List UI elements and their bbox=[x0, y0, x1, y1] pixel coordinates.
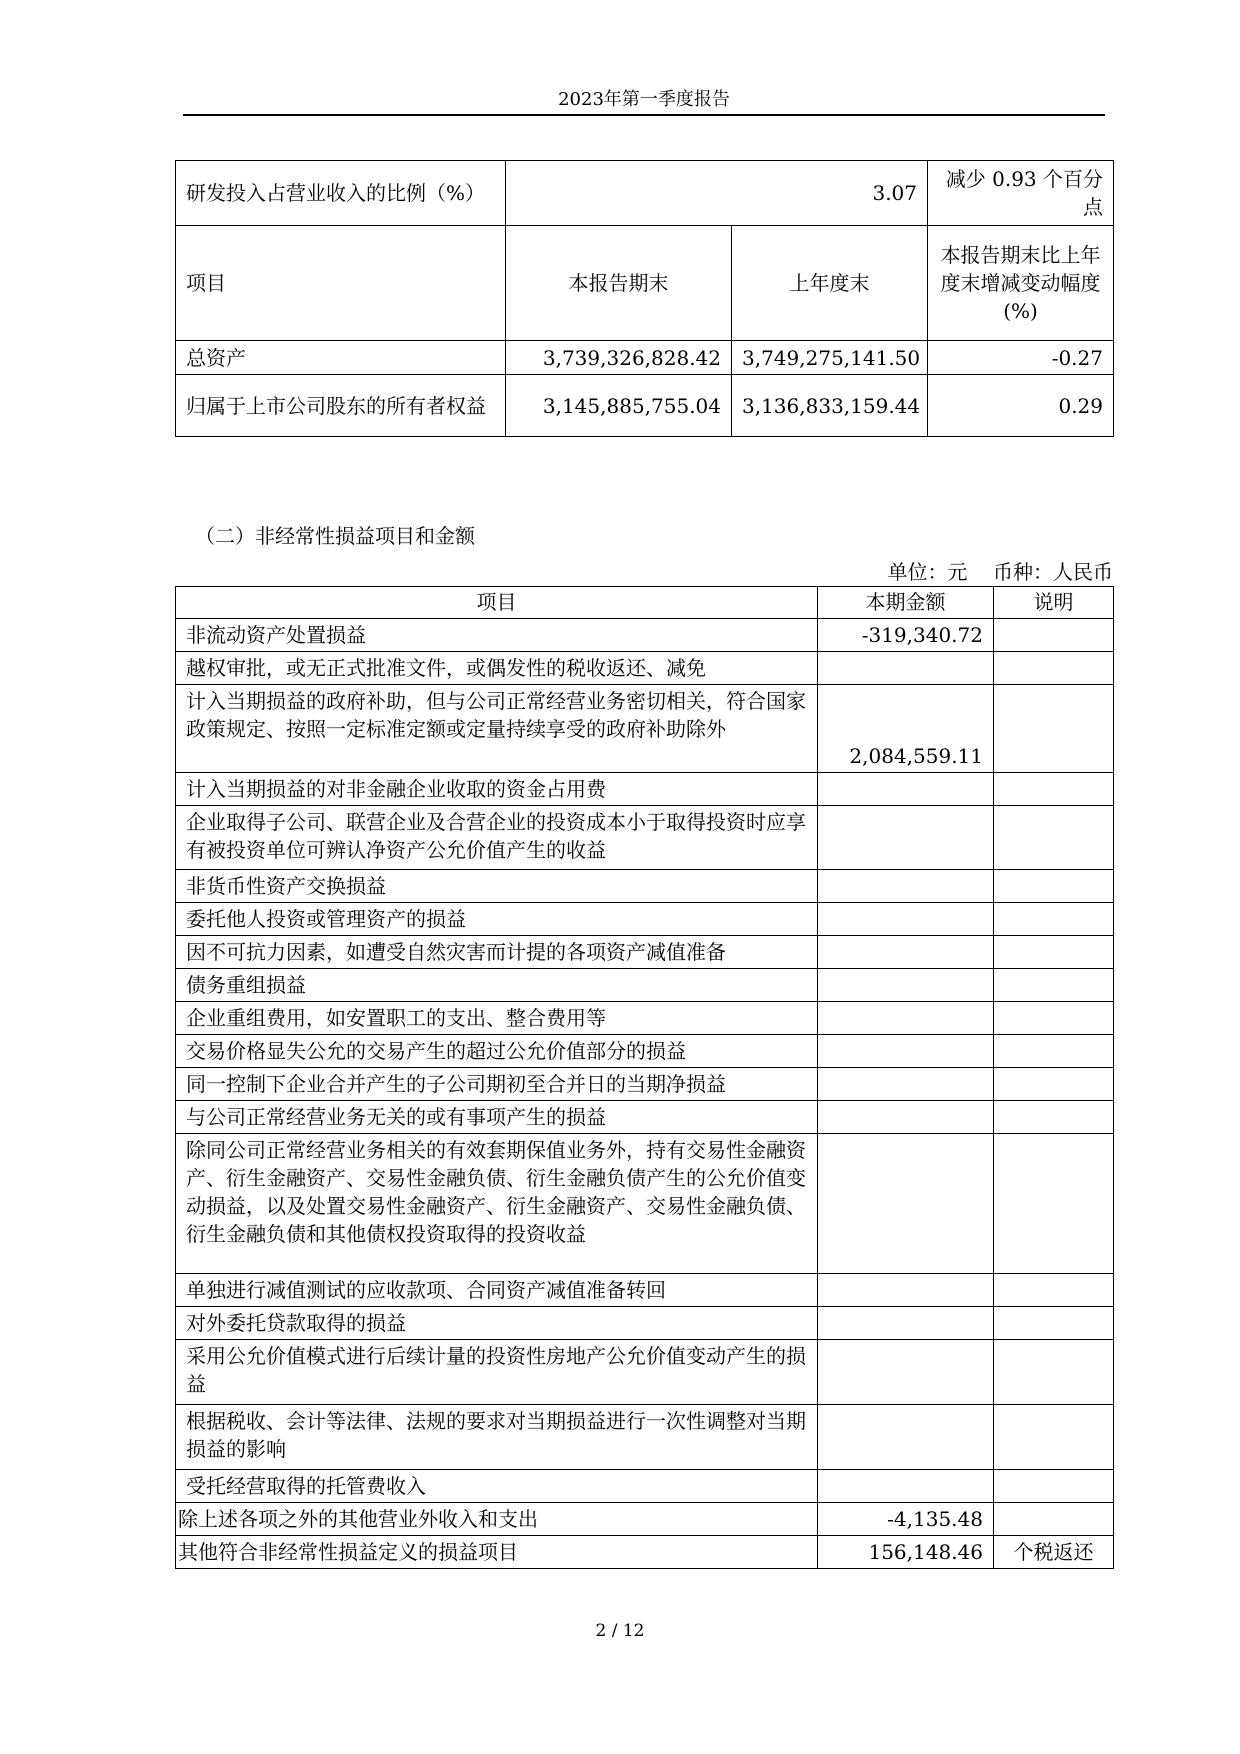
note-cell bbox=[994, 773, 1114, 806]
unit-label: 单位：元 bbox=[887, 560, 968, 584]
page-header: 2023年第一季度报告 bbox=[558, 89, 730, 110]
note-cell bbox=[994, 1340, 1114, 1405]
table-row bbox=[176, 1307, 1114, 1340]
note-cell bbox=[994, 1307, 1114, 1340]
amount-cell bbox=[818, 1405, 994, 1470]
header-divider bbox=[183, 114, 1105, 116]
amount-cell bbox=[818, 1134, 994, 1274]
column-header-note: 说明 bbox=[994, 587, 1114, 619]
table-row bbox=[176, 1503, 1114, 1536]
row-label-shareholder-equity: 归属于上市公司股东的所有者权益 bbox=[176, 375, 506, 437]
item-cell: 受托经营取得的托管费收入 bbox=[176, 1470, 818, 1503]
item-cell: 与公司正常经营业务无关的或有事项产生的损益 bbox=[176, 1101, 818, 1134]
note-cell bbox=[994, 870, 1114, 903]
cell-change: 0.29 bbox=[928, 375, 1114, 437]
table-row bbox=[176, 1002, 1114, 1035]
amount-cell bbox=[818, 870, 994, 903]
item-cell: 计入当期损益的对非金融企业收取的资金占用费 bbox=[176, 773, 818, 806]
rd-ratio-label: 研发投入占营业收入的比例（%） bbox=[176, 161, 506, 226]
table-row bbox=[176, 1035, 1114, 1068]
cell-prior: 3,749,275,141.50 bbox=[732, 341, 928, 375]
amount-cell bbox=[818, 1068, 994, 1101]
table-row bbox=[176, 341, 1114, 375]
cell-current: 3,145,885,755.04 bbox=[506, 375, 732, 437]
table-row bbox=[176, 773, 1114, 806]
amount-cell: 2,084,559.11 bbox=[818, 685, 994, 773]
table-row bbox=[176, 1405, 1114, 1470]
item-cell: 计入当期损益的政府补助，但与公司正常经营业务密切相关，符合国家政策规定、按照一定标准定额或定量持续享受的政府补助除外 bbox=[176, 685, 818, 773]
rd-ratio-change: 减少 0.93 个百分点 bbox=[928, 161, 1114, 226]
note-cell bbox=[994, 685, 1114, 773]
cell-change: -0.27 bbox=[928, 341, 1114, 375]
note-cell bbox=[994, 1035, 1114, 1068]
note-cell bbox=[994, 1470, 1114, 1503]
table-row bbox=[176, 1340, 1114, 1405]
table-row bbox=[176, 870, 1114, 903]
item-cell: 同一控制下企业合并产生的子公司期初至合并日的当期净损益 bbox=[176, 1068, 818, 1101]
item-cell: 除上述各项之外的其他营业外收入和支出 bbox=[176, 1503, 818, 1536]
item-cell: 非流动资产处置损益 bbox=[176, 619, 818, 652]
amount-cell bbox=[818, 806, 994, 870]
unit-currency-line bbox=[888, 558, 1113, 586]
note-cell bbox=[994, 1503, 1114, 1536]
item-cell: 因不可抗力因素，如遭受自然灾害而计提的各项资产减值准备 bbox=[176, 936, 818, 969]
note-cell bbox=[994, 1002, 1114, 1035]
table-row bbox=[176, 652, 1114, 685]
item-cell: 委托他人投资或管理资产的损益 bbox=[176, 903, 818, 936]
cell-current: 3,739,326,828.42 bbox=[506, 341, 732, 375]
row-label-total-assets: 总资产 bbox=[176, 341, 506, 375]
table-row bbox=[176, 1470, 1114, 1503]
column-header-change-percent: 本报告期末比上年度末增减变动幅度(%) bbox=[928, 226, 1114, 341]
note-cell: 个税返还 bbox=[994, 1536, 1114, 1569]
amount-cell bbox=[818, 969, 994, 1002]
note-cell bbox=[994, 969, 1114, 1002]
table-row bbox=[176, 903, 1114, 936]
item-cell: 对外委托贷款取得的损益 bbox=[176, 1307, 818, 1340]
table-row bbox=[176, 806, 1114, 870]
item-cell: 企业取得子公司、联营企业及合营企业的投资成本小于取得投资时应享有被投资单位可辨认净资产公允价值产生的收益 bbox=[176, 806, 818, 870]
financial-indicators-table bbox=[175, 160, 1114, 437]
item-cell: 采用公允价值模式进行后续计量的投资性房地产公允价值变动产生的损益 bbox=[176, 1340, 818, 1405]
table-row bbox=[176, 1134, 1114, 1274]
item-cell: 交易价格显失公允的交易产生的超过公允价值部分的损益 bbox=[176, 1035, 818, 1068]
table-row bbox=[176, 1068, 1114, 1101]
column-header-amount: 本期金额 bbox=[818, 587, 994, 619]
amount-cell bbox=[818, 1002, 994, 1035]
note-cell bbox=[994, 1134, 1114, 1274]
table-row bbox=[176, 936, 1114, 969]
table-row bbox=[176, 1274, 1114, 1307]
item-cell: 单独进行减值测试的应收款项、合同资产减值准备转回 bbox=[176, 1274, 818, 1307]
note-cell bbox=[994, 806, 1114, 870]
item-cell: 除同公司正常经营业务相关的有效套期保值业务外，持有交易性金融资产、衍生金融资产、交易性金融负债、衍生金融负债产生的公允价值变动损益，以及处置交易性金融资产、衍生金融资产、交易性金融负债、衍生金融负债和其他债权投资取得的投资收益 bbox=[176, 1134, 818, 1274]
note-cell bbox=[994, 1068, 1114, 1101]
item-cell: 非货币性资产交换损益 bbox=[176, 870, 818, 903]
section-title: （二）非经常性损益项目和金额 bbox=[195, 524, 475, 548]
note-cell bbox=[994, 903, 1114, 936]
item-cell: 企业重组费用，如安置职工的支出、整合费用等 bbox=[176, 1002, 818, 1035]
currency-label: 币种：人民币 bbox=[993, 560, 1113, 584]
item-cell: 债务重组损益 bbox=[176, 969, 818, 1002]
table-row bbox=[176, 1101, 1114, 1134]
column-header-item: 项目 bbox=[176, 226, 506, 341]
item-cell: 其他符合非经常性损益定义的损益项目 bbox=[176, 1536, 818, 1569]
non-recurring-items-table bbox=[175, 586, 1114, 1569]
amount-cell: -4,135.48 bbox=[818, 1503, 994, 1536]
amount-cell bbox=[818, 1101, 994, 1134]
amount-cell bbox=[818, 903, 994, 936]
table-row bbox=[176, 1536, 1114, 1569]
column-header-prior-year-end: 上年度末 bbox=[732, 226, 928, 341]
note-cell bbox=[994, 619, 1114, 652]
amount-cell bbox=[818, 1307, 994, 1340]
item-cell: 根据税收、会计等法律、法规的要求对当期损益进行一次性调整对当期损益的影响 bbox=[176, 1405, 818, 1470]
note-cell bbox=[994, 1274, 1114, 1307]
amount-cell bbox=[818, 1274, 994, 1307]
note-cell bbox=[994, 652, 1114, 685]
amount-cell bbox=[818, 1035, 994, 1068]
amount-cell bbox=[818, 1470, 994, 1503]
item-cell: 越权审批，或无正式批准文件，或偶发性的税收返还、减免 bbox=[176, 652, 818, 685]
note-cell bbox=[994, 1101, 1114, 1134]
table-row bbox=[176, 375, 1114, 437]
cell-prior: 3,136,833,159.44 bbox=[732, 375, 928, 437]
rd-ratio-value: 3.07 bbox=[506, 161, 928, 226]
amount-cell: -319,340.72 bbox=[818, 619, 994, 652]
table-row bbox=[176, 969, 1114, 1002]
page-number: 2 / 12 bbox=[595, 1621, 645, 1641]
note-cell bbox=[994, 1405, 1114, 1470]
amount-cell: 156,148.46 bbox=[818, 1536, 994, 1569]
amount-cell bbox=[818, 773, 994, 806]
table-row bbox=[176, 685, 1114, 773]
amount-cell bbox=[818, 652, 994, 685]
note-cell bbox=[994, 936, 1114, 969]
amount-cell bbox=[818, 1340, 994, 1405]
table-row bbox=[176, 619, 1114, 652]
amount-cell bbox=[818, 936, 994, 969]
column-header-current-period-end: 本报告期末 bbox=[506, 226, 732, 341]
column-header-item: 项目 bbox=[176, 587, 818, 619]
